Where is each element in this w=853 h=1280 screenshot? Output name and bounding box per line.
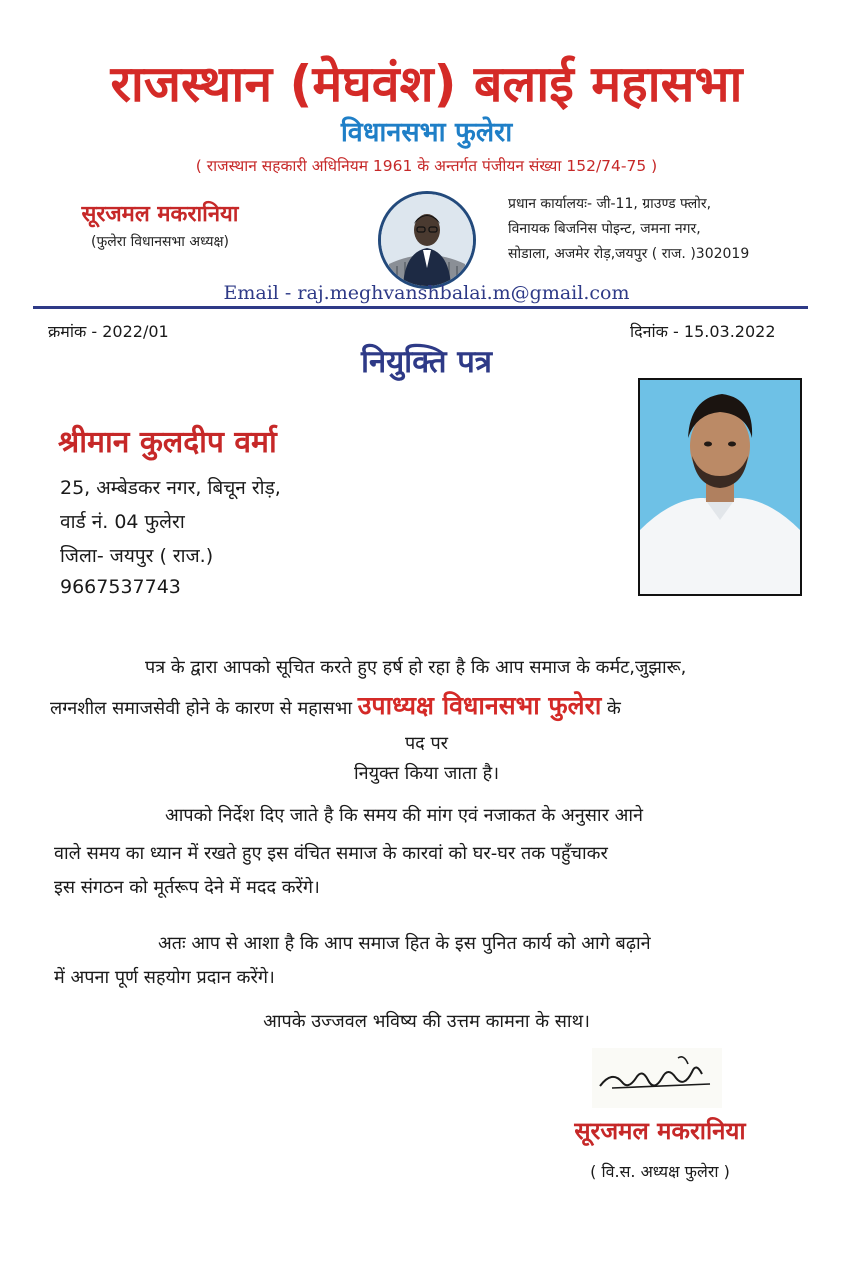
instruction-text-line: वाले समय का ध्यान में रखते हुए इस वंचित समाज के कारवां को घर-घर तक पहुँचाकर xyxy=(54,843,608,864)
reference-number: क्रमांक - 2022/01 xyxy=(48,322,169,341)
instruction-text-line: आपको निर्देश दिए जाते है कि समय की मांग एवं नजाकत के अनुसार आने xyxy=(165,805,644,826)
appointment-text-line: नियुक्त किया जाता है। xyxy=(353,763,500,784)
signatory-role: ( वि.स. अध्यक्ष फुलेरा ) xyxy=(590,1162,730,1181)
president-role: (फुलेरा विधानसभा अध्यक्ष) xyxy=(91,234,229,250)
instruction-text-line: इस संगठन को मूर्तरूप देने में मदद करेंगे। xyxy=(54,877,320,898)
recipient-phone: 9667537743 xyxy=(60,576,181,598)
organization-title: राजस्थान (मेघवंश) बलाई महासभा xyxy=(110,55,743,113)
recipient-address-line: जिला- जयपुर ( राज.) xyxy=(60,545,214,567)
text-segment: के xyxy=(601,698,621,719)
expectation-text-line: में अपना पूर्ण सहयोग प्रदान करेंगे। xyxy=(54,967,275,988)
handwritten-signature xyxy=(592,1048,722,1108)
head-office-address xyxy=(508,192,808,267)
office-line: प्रधान कार्यालयः- जी-11, ग्राउण्ड फ्लोर, xyxy=(508,196,712,212)
signatory-name: सूरजमल मकरानिया xyxy=(574,1117,746,1145)
closing-wish: आपके उज्जवल भविष्य की उत्तम कामना के साथ। xyxy=(263,1011,590,1032)
expectation-text-line: अतः आप से आशा है कि आप समाज हित के इस पुनित कार्य को आगे बढ़ाने xyxy=(158,933,651,954)
letter-title: नियुक्ति पत्र xyxy=(360,344,493,380)
email-line: Email - raj.meghvanshbalai.m@gmail.com xyxy=(223,282,630,304)
appointment-text-line xyxy=(50,690,830,725)
office-line: विनायक बिजनिस पोइन्ट, जमना नगर, xyxy=(508,221,701,237)
appointment-text-line: पत्र के द्वारा आपको सूचित करते हुए हर्ष हो रहा है कि आप समाज के कर्मट,जुझारू, xyxy=(145,657,687,678)
text-segment: लग्नशील समाजसेवी होने के कारण से महासभा xyxy=(50,698,358,719)
office-line: सोडाला, अजमेर रोड़,जयपुर ( राज. )302019 xyxy=(508,246,750,262)
letter-date: दिनांक - 15.03.2022 xyxy=(630,322,776,341)
recipient-address-line: 25, अम्बेडकर नगर, बिचून रोड़, xyxy=(60,477,281,499)
recipient-name: श्रीमान कुलदीप वर्मा xyxy=(58,425,277,460)
constituency-subtitle: विधानसभा फुलेरा xyxy=(340,117,513,148)
recipient-photo xyxy=(638,378,802,596)
appointment-text-line: पद पर xyxy=(404,733,449,754)
president-name: सूरजमल मकरानिया xyxy=(81,202,239,227)
recipient-address-line: वार्ड नं. 04 फुलेरा xyxy=(60,511,185,533)
appointed-position: उपाध्यक्ष विधानसभा फुलेरा xyxy=(357,691,602,720)
header-divider xyxy=(33,306,808,309)
ambedkar-portrait-emblem xyxy=(378,191,476,289)
registration-line: ( राजस्थान सहकारी अधिनियम 1961 के अन्तर्गत पंजीयन संख्या 152/74-75 ) xyxy=(195,157,658,175)
